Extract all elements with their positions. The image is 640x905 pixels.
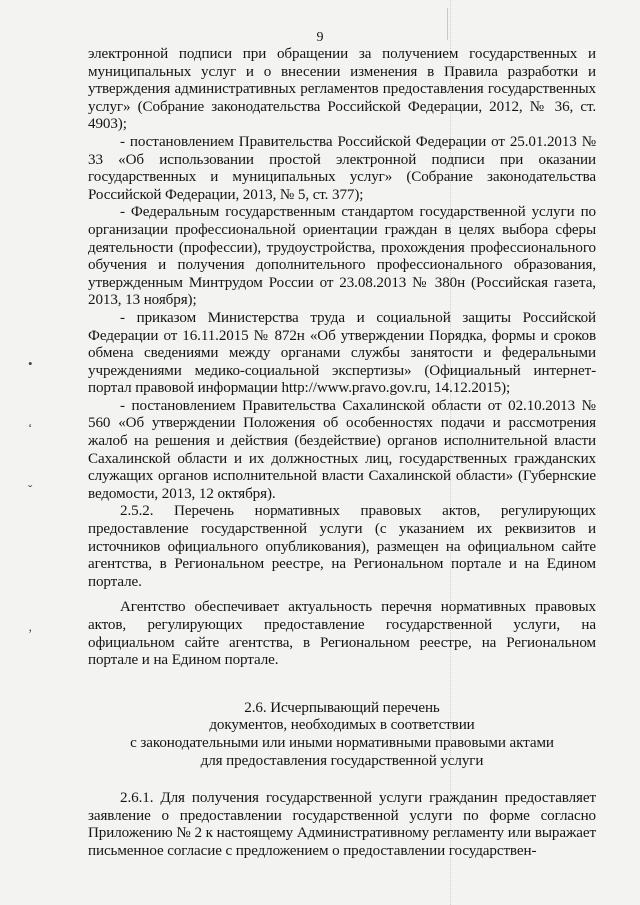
paragraph: Агентство обеспечивает актуальность перечня нормативных правовых актов, регулирующих предоставление государственной услуги, на официальном сайте агентства, в Региональном реестре, на Региональном портале и на Едином портале. bbox=[88, 599, 596, 669]
paragraph: электронной подписи при обращении за получением государственных и муниципальных услуг и о внесении изменения в Правила разработки и утверждения административных регламентов предоставления государственных услуг» (Собрание законодательства Российской Федерации, 2012, № 36, ст. 4903); bbox=[88, 46, 596, 133]
margin-mark: • bbox=[28, 356, 33, 371]
margin-mark: ʻ bbox=[28, 420, 33, 435]
section-heading-line: 2.6. Исчерпывающий перечень bbox=[244, 699, 440, 716]
margin-mark: ˇ bbox=[28, 482, 33, 497]
paragraph: - постановлением Правительства Российской Федерации от 25.01.2013 № 33 «Об использовании простой электронной подписи при оказании государственных и муниципальных услуг» (Собрание законодательства Российской Федерации, 2013, № 5, ст. 377); bbox=[88, 133, 596, 203]
page-number: 9 bbox=[316, 30, 324, 45]
paragraph: - Федеральным государственным стандартом государственной услуги по организации профессиональной ориентации граждан в целях выбора сферы деятельности (профессии), трудоустройства, прохождения профессионального обучения и получения дополнительного профессионального образования, утвержденным Минтрудом России от 23.08.2013 № 380н (Российская газета, 2013, 13 ноября); bbox=[88, 204, 596, 309]
margin-mark: ʼ bbox=[28, 626, 33, 641]
paragraph: 2.6.1. Для получения государственной услуги гражданин предоставляет заявление о предоставлении государственной услуги по форме согласно Приложению № 2 к настоящему Административному регламенту или выражает письменное согласие с предложением о предоставлении государствен- bbox=[88, 790, 596, 859]
paragraph: 2.5.2. Перечень нормативных правовых актов, регулирующих предоставление государственной услуги (с указанием их реквизитов и источников официального опубликования), размещен на официальном сайте агентства, в Региональном реестре, на Региональном портале и на Едином портале. bbox=[88, 503, 596, 590]
section-heading-line: с законодательными или иными нормативными правовыми актами bbox=[130, 734, 554, 751]
section-heading-line: документов, необходимых в соответствии bbox=[209, 717, 475, 734]
section-heading-line: для предоставления государственной услуги bbox=[200, 752, 484, 769]
paragraph: - постановлением Правительства Сахалинской области от 02.10.2013 № 560 «Об утверждении Положения об особенностях подачи и рассмотрения жалоб на решения и действия (бездействие) органов исполнительной власти Сахалинской области и их должностных лиц, государственных гражданских служащих органов исполнительной власти Сахалинской области» (Губернские ведомости, 2013, 12 октября). bbox=[88, 397, 596, 502]
paragraph: - приказом Министерства труда и социальной защиты Российской Федерации от 16.11.2015 № 872н «Об утверждении Порядка, формы и сроков обмена сведениями между органами службы занятости и федеральными учреждениями медико-социальной экспертизы» (Официальный интернет-портал правовой информации http://www.pravo.gov.ru, 14.12.2015); bbox=[88, 309, 596, 397]
body-text bbox=[88, 46, 596, 861]
